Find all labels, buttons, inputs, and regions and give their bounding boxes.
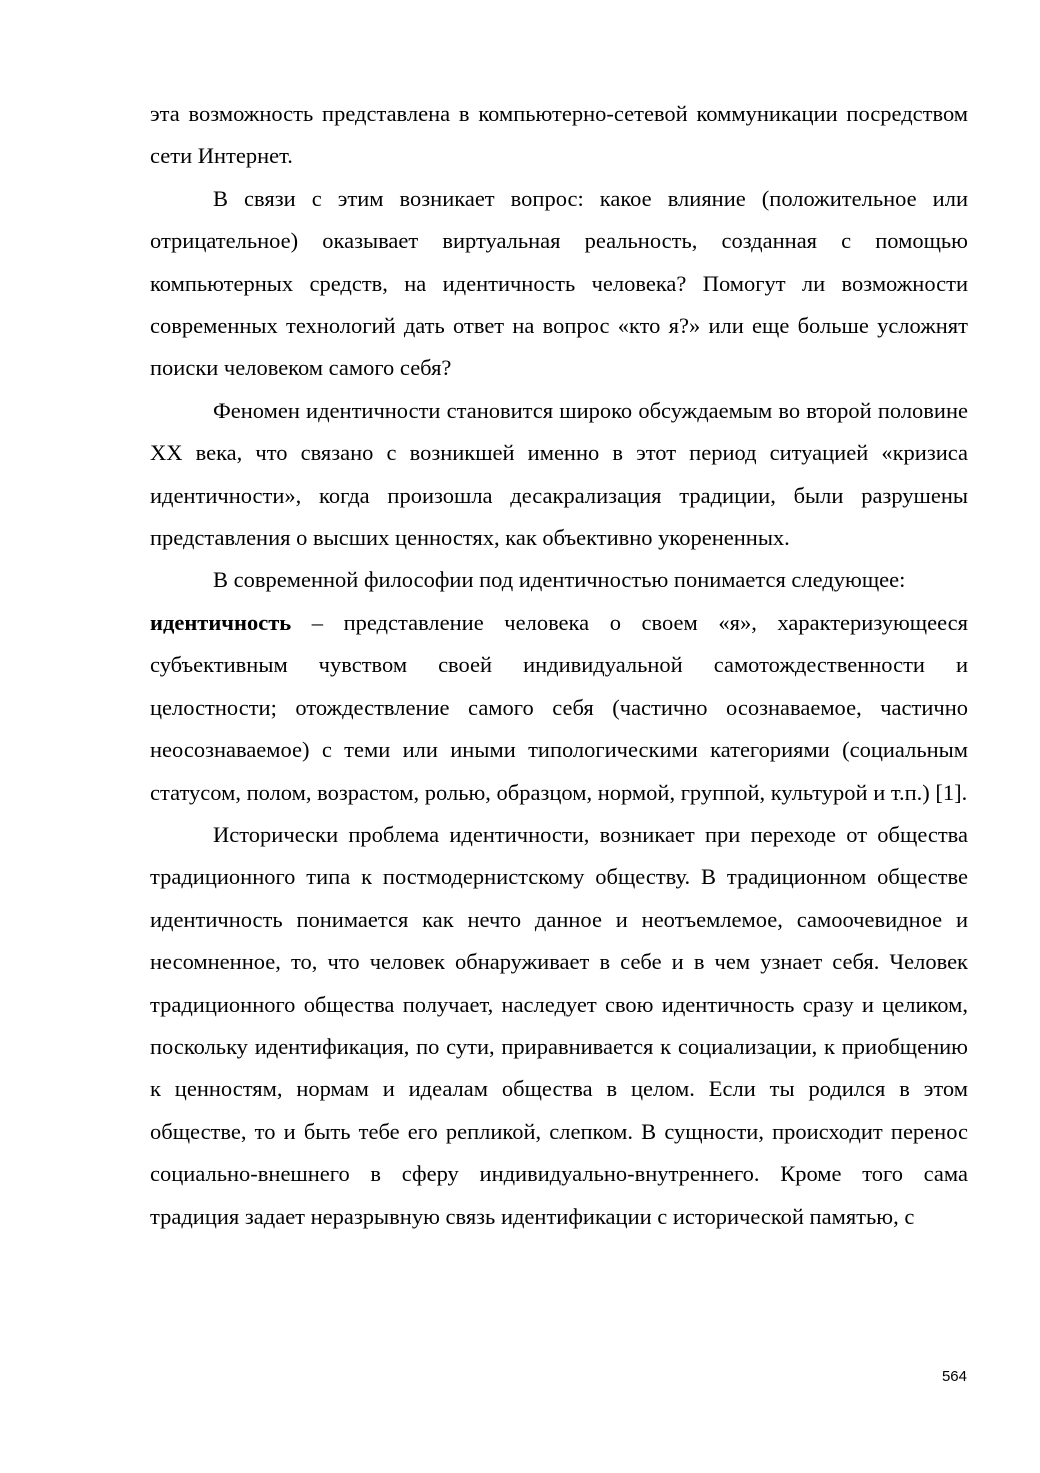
page-number: 564 <box>941 1368 967 1385</box>
paragraph-continuation: эта возможность представлена в компьютерно-сетевой коммуникации посредством сети Интернет. <box>150 101 968 169</box>
paragraph-virtual-reality-question: В связи с этим возникает вопрос: какое влияние (положительное или отрицательное) оказывает виртуальная реальность, созданная с помощью компьютерных средств, на идентичность человека? Помогут ли возможности современных технологий дать ответ на вопрос «кто я?» или еще больше усложнят поиски человеком самого себя? <box>150 185 968 381</box>
definition-text: – представление человека о своем «я», характеризующееся субъективным чувством своей индивидуальной самотождественности и целостности; отождествление самого себя (частично осознаваемое, частично неосознаваемое) с теми или иными типологическими категориями (социальным статусом, полом, возрастом, ролью, образцом, нормой, группой, культурой и т.п.) [1]. <box>150 609 968 805</box>
paragraph-historical-problem: Исторически проблема идентичности, возникает при переходе от общества традиционного типа к постмодернистскому обществу. В традиционном обществе идентичность понимается как нечто данное и неотъемлемое, самоочевидное и несомненное, то, что человек обнаруживает в себе и в чем узнает себя. Человек традиционного общества получает, наследует свою идентичность сразу и целиком, поскольку идентификация, по сути, приравнивается к социализации, к приобщению к ценностям, нормам и идеалам общества в целом. Если ты родился в этом обществе, то и быть тебе его репликой, слепком. В сущности, происходит перенос социально-внешнего в сферу индивидуально-внутреннего. Кроме того сама традиция задает неразрывную связь идентификации с исторической памятью, с <box>150 821 968 1229</box>
defined-term: идентичность <box>150 609 292 635</box>
paragraph-identity-phenomenon: Феномен идентичности становится широко обсуждаемым во второй половине XX века, что связано с возникшей именно в этот период ситуацией «кризиса идентичности», когда произошла десакрализация традиции, были разрушены представления о высших ценностях, как объективно укорененных. <box>150 397 968 551</box>
paragraph-definition-intro: В современной философии под идентичностью понимается следующее: <box>213 567 906 593</box>
page-body <box>150 93 968 1238</box>
paragraph-definition <box>150 602 968 814</box>
